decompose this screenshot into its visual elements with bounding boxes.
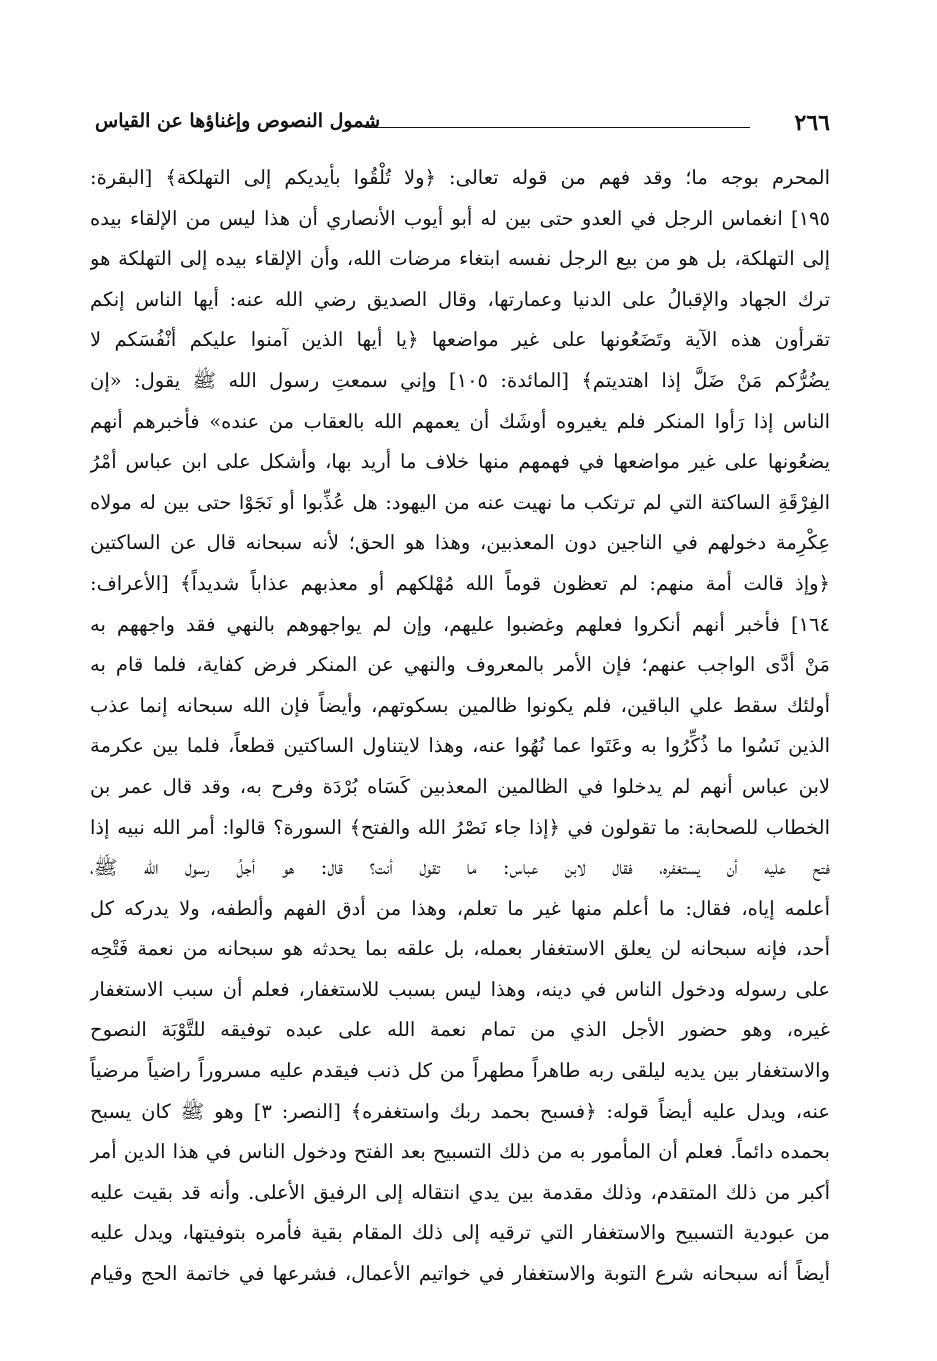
text-line: المحرم بوجه ما؛ وقد فهم من قوله تعالى: ﴿ولا تُلْقُوا بأيديكم إلى التهلكة﴾ [البقرة: xyxy=(90,166,830,189)
text-line: مَنْ أدَّى الواجب عنهم؛ فإن الأمر بالمعروف والنهي عن المنكر فرض كفاية، فلما قام به xyxy=(90,653,830,677)
header-rule xyxy=(365,127,750,128)
text-line: أعلمه إياه، فقال: ما أعلم منها غير ما تعلم، وهذا من أدق الفهم وألطفه، ولا يدركه كل xyxy=(90,896,830,920)
body-text xyxy=(90,158,830,1295)
text-line: أولئك سقط علي الباقين، فلم يكونوا ظالمين بسكوتهم، وأيضاً فإن الله سبحانه إنما عذب xyxy=(90,693,830,717)
text-line: يضُرُّكم مَنْ ضَلَّ إذا اهتديتم﴾ [المائدة: ١٠٥] وإني سمعتِ رسول الله ﷺ يقول: «إن xyxy=(90,368,830,392)
text-line: تقرأون هذه الآية وتَضَعُونها على غير مواضعها ﴿يا أيها الذين آمنوا عليكم أنْفُسَكم لا xyxy=(90,328,830,352)
text-line: أكبر من ذلك المتقدم، وذلك مقدمة بين يدي انتقاله إلى الرفيق الأعلى. وأنه قد بقيت عليه xyxy=(90,1180,830,1204)
text-line: ترك الجهاد والإقبالُ على الدنيا وعمارتها، وقال الصديق رضي الله عنه: أيها الناس إنكم xyxy=(90,287,830,311)
running-title: شمول النصوص وإغناؤها عن القياس xyxy=(95,110,381,132)
text-line: الفِرْقَةِ الساكتة التي لم ترتكب ما نهيت عنه من اليهود: هل عُذِّبوا أو نَجَوْا حتى بين له مولاه xyxy=(90,490,830,514)
text-line: الخطاب للصحابة: ما تقولون في ﴿إذا جاء نَصْرُ الله والفتح﴾ السورة؟ قالوا: أمر الله نبيه إذا xyxy=(90,815,830,839)
text-line: لابن عباس أنهم لم يدخلوا في الظالمين المعذبين كَسَاه بُرْدَة وفرح به، وقد قال عمر بن xyxy=(90,774,830,798)
page-header xyxy=(95,100,830,140)
text-line: إلى التهلكة، بل هو من بيع الرجل نفسه ابتغاء مرضات الله، وأن الإلقاء بيده إلى التهلكة هو xyxy=(90,247,830,271)
text-line: ١٩٥] انغماس الرجل في العدو حتى بين له أبو أيوب الأنصاري أن هذا ليس من الإلقاء بيده xyxy=(90,206,830,230)
text-line: من عبودية التسبيح والاستغفار التي ترقيه إلى ذلك المقام بقية فأمره بتوفيتها، ويدل عليه xyxy=(90,1221,830,1245)
text-line: فتح عليه أن يستغفره، فقال لابن عباس: ما تقول أنت؟ قال: هو أجلُ رسول الله ﷺ، xyxy=(90,856,830,880)
text-line: عِكْرِمة دخولهم في الناجين دون المعذبين، وهذا هو الحق؛ لأنه سبحانه قال عن الساكتين xyxy=(90,531,830,555)
text-line: على رسوله ودخول الناس في دينه، وهذا ليس بسبب للاستغفار، فعلم أن سبب الاستغفار xyxy=(90,977,830,1001)
text-line: ﴿وإذ قالت أمة منهم: لم تعظون قوماً الله مُهْلكهم أو معذبهم عذاباً شديداً﴾ [الأعراف: xyxy=(90,571,830,595)
text-line: عنه، ويدل عليه أيضاً قوله: ﴿فسبح بحمد ربك واستغفره﴾ [النصر: ٣] وهو ﷺ كان يسبح xyxy=(90,1099,830,1123)
text-line: ١٦٤] فأخبر أنهم أنكروا فعلهم وغضبوا عليهم، وإن لم يواجهوهم بالنهي فقد واجههم به xyxy=(90,612,830,636)
text-line: أحد، فإنه سبحانه لن يعلق الاستغفار بعمله، بل علقه بما يحدثه هو سبحانه من نعمة فَتْحِه xyxy=(90,937,830,961)
text-line: الذين نَسُوا ما ذُكِّرُوا به وعَتَوا عما نُهُوا عنه، وهذا لايتناول الساكتين قطعاً، فلما بين عكرمة xyxy=(90,734,830,758)
text-line: بحمده دائماً. فعلم أن المأمور به من ذلك التسبيح بعد الفتح ودخول الناس في هذا الدين أمر xyxy=(90,1140,830,1164)
text-line: غيره، وهو حضور الأجل الذي من تمام نعمة الله على عبده توفيقه للتَّوْبَة النصوح xyxy=(90,1018,830,1042)
text-line: الناس إذا رَأوا المنكر فلم يغيروه أوشَك أن يعمهم الله بالعقاب من عنده» فأخبرهم أنهم xyxy=(90,409,830,433)
page-number: ٢٦٦ xyxy=(794,110,830,136)
text-line: والاستغفار بين يديه ليلقى ربه طاهراً مطهراً من كل ذنب فيقدم عليه مسروراً راضياً مرضياً xyxy=(90,1059,830,1083)
text-line: يضعُونها على غير مواضعها في فهمهم منها خلاف ما أريد بها، وأشكل على ابن عباس أمْرُ xyxy=(90,450,830,474)
text-line: أيضاً أنه سبحانه شرع التوبة والاستغفار في خواتيم الأعمال، فشرعها في خاتمة الحج وقيام xyxy=(90,1262,830,1286)
